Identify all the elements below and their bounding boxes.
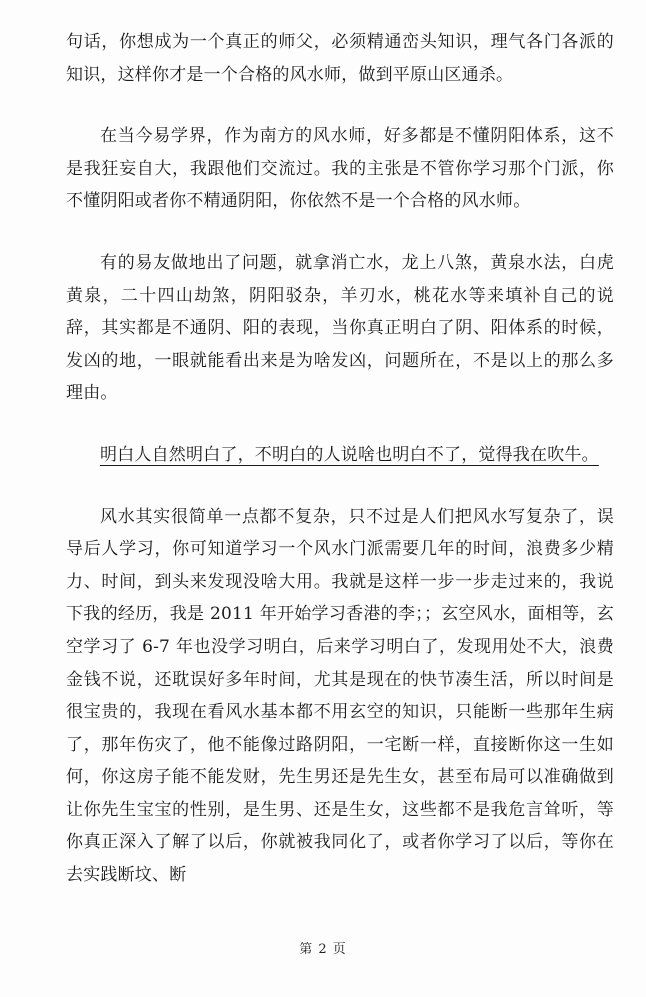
paragraph-5: 风水其实很简单一点都不复杂，只不过是人们把风水写复杂了，误导后人学习，你可知道学习一个风水门派需要几年的时间，浪费多少精力、时间，到头来发现没啥大用。我就是这样一步一步走过来的，我说下我的经历，我是 2011 年开始学习香港的李；；玄空风水，面相等，玄空学习了 6-7 年也没学习明白，后来学习明白了，发现用处不大，浪费金钱不说，还耽误好多年时间，尤其是现在的快节凑生活，所以时间是很宝贵的，我现在看风水基本都不用玄空的知识，只能断一些那年生病了，那年伤灾了，他不能像过路阴阳，一宅断一样，直接断你这一生如何，你这房子能不能发财，先生男还是先生女，甚至布局可以准确做到让你先生宝宝的性别，是生男、还是生女，这些都不是我危言耸听，等你真正深入了解了以后，你就被我同化了，或者你学习了以后，等你在去实践断坟、断 bbox=[66, 506, 614, 886]
paragraph-spacer bbox=[66, 472, 614, 501]
paragraph-4-underlined: 明白人自然明白了，不明白的人说啥也明白不了，觉得我在吹牛。 bbox=[100, 444, 599, 465]
paragraph-spacer bbox=[66, 410, 614, 439]
document-body bbox=[66, 26, 614, 892]
page-number-footer: 第 2 页 bbox=[299, 942, 347, 957]
paragraph-spacer bbox=[66, 218, 614, 247]
paragraph-1: 句话，你想成为一个真正的师父，必须精通峦头知识，理气各门各派的知识，这样你才是一个合格的风水师，做到平原山区通杀。 bbox=[66, 32, 614, 85]
paragraph-2: 在当今易学界，作为南方的风水师，好多都是不懂阴阳体系，这不是我狂妄自大，我跟他们交流过。我的主张是不管你学习那个门派，你不懂阴阳或者你不精通阴阳，你依然不是一个合格的风水师。 bbox=[66, 126, 614, 212]
paragraph-3: 有的易友做地出了问题，就拿消亡水，龙上八煞，黄泉水法，白虎黄泉，二十四山劫煞，阴阳驳杂，羊刃水，桃花水等来填补自己的说辞，其实都是不通阴、阳的表现，当你真正明白了阴、阳体系的时候，发凶的地，一眼就能看出来是为啥发凶，问题所在，不是以上的那么多理由。 bbox=[66, 252, 614, 404]
paragraph-spacer bbox=[66, 91, 614, 120]
